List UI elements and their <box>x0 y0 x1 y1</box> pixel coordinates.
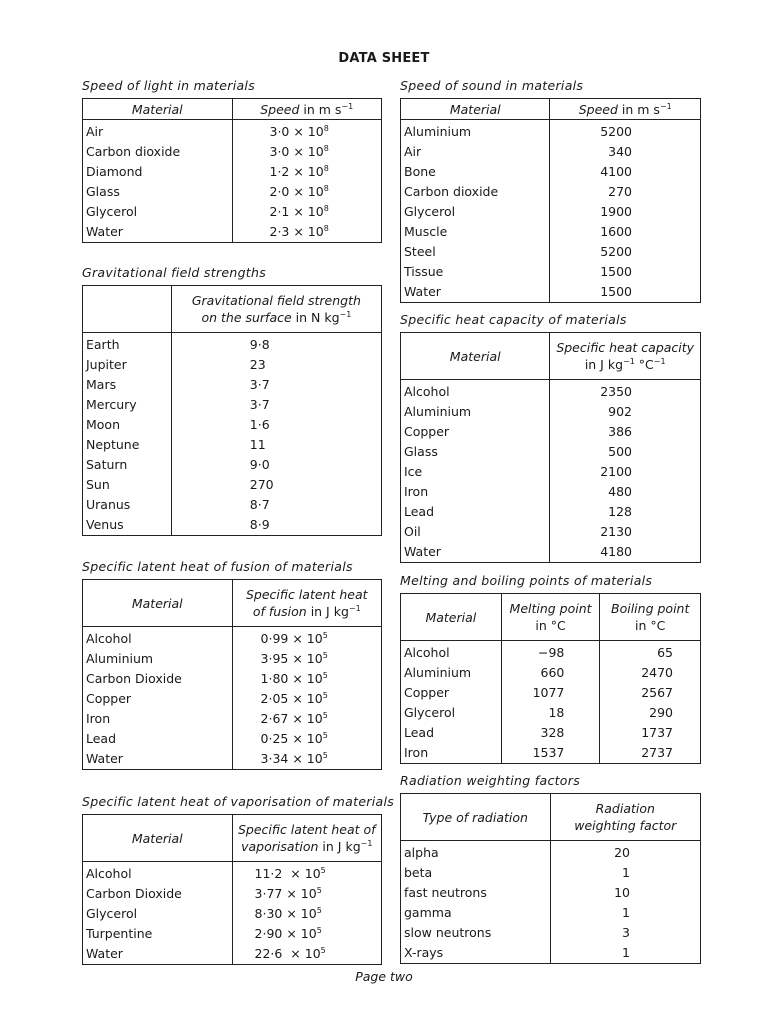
specific-heat-capacity-caption: Specific heat capacity of materials <box>400 312 627 327</box>
latent-heat-vaporisation-rows <box>83 862 382 965</box>
table-row <box>401 863 701 883</box>
latent-heat-cell: $8\cdot 30 \times 10^5$ <box>232 904 381 924</box>
heat-capacity-cell: 480 <box>550 482 701 502</box>
latent-heat-cell: $1\cdot 80 \times 10^5$ <box>232 669 381 689</box>
gravitational-field-caption: Gravitational field strengths <box>82 265 267 280</box>
table-row <box>83 515 382 536</box>
material-cell: Lead <box>404 725 435 740</box>
material-cell: Alcohol <box>86 631 132 646</box>
radiation-type-cell: alpha <box>404 845 439 860</box>
radiation-weighting-table <box>400 793 701 964</box>
speed-cell: 1500 <box>550 262 701 282</box>
melting-point-cell: −98 <box>501 641 600 664</box>
speed-cell: 5200 <box>550 242 701 262</box>
material-cell: Iron <box>404 484 429 499</box>
melting-point-cell: 328 <box>501 723 600 743</box>
table-row <box>401 841 701 864</box>
material-cell: Water <box>404 284 441 299</box>
planet-cell: Mercury <box>86 397 137 412</box>
header-material: Material <box>83 580 233 627</box>
table-row <box>83 455 382 475</box>
header-speed: Speed in m $s^{-1}$ <box>550 99 701 120</box>
planet-cell: Moon <box>86 417 121 432</box>
speed-of-light-caption: Speed of light in materials <box>82 78 256 93</box>
header-boiling-point: Boiling point in °C <box>600 594 701 641</box>
material-cell: Lead <box>404 504 435 519</box>
table-row <box>83 924 382 944</box>
table-row <box>83 709 382 729</box>
planet-cell: Earth <box>86 337 120 352</box>
header-melting-point: Melting point in °C <box>501 594 600 641</box>
header-material: Material <box>83 815 233 862</box>
table-row <box>401 442 701 462</box>
radiation-type-cell: X-rays <box>404 945 444 960</box>
page-number: Page two <box>355 969 413 984</box>
boiling-point-cell: 290 <box>600 703 701 723</box>
material-cell: Glass <box>86 184 120 199</box>
header-weighting-factor: Radiation weighting factor <box>550 794 700 841</box>
planet-cell: Neptune <box>86 437 140 452</box>
material-cell: Alcohol <box>404 645 450 660</box>
material-cell: Turpentine <box>86 926 153 941</box>
radiation-type-cell: gamma <box>404 905 452 920</box>
material-cell: Aluminium <box>86 651 154 666</box>
latent-heat-cell: $0\cdot 25 \times 10^5$ <box>232 729 381 749</box>
table-row <box>83 749 382 770</box>
material-cell: Glycerol <box>86 204 138 219</box>
speed-cell: 5200 <box>550 120 701 143</box>
heat-capacity-cell: 902 <box>550 402 701 422</box>
speed-cell: 1600 <box>550 222 701 242</box>
material-cell: Iron <box>86 711 111 726</box>
table-row <box>401 522 701 542</box>
radiation-type-cell: beta <box>404 865 433 880</box>
table-row <box>83 435 382 455</box>
field-strength-cell: 9·0 <box>171 455 381 475</box>
latent-heat-fusion-table <box>82 579 382 770</box>
field-strength-cell: 8·9 <box>171 515 381 536</box>
material-cell: Tissue <box>404 264 444 279</box>
speed-cell: 4100 <box>550 162 701 182</box>
planet-cell: Saturn <box>86 457 128 472</box>
material-cell: Air <box>404 144 422 159</box>
table-row <box>401 923 701 943</box>
heat-capacity-cell: 2130 <box>550 522 701 542</box>
table-row <box>83 395 382 415</box>
weighting-factor-cell: 3 <box>550 923 700 943</box>
material-cell: Aluminium <box>404 124 472 139</box>
table-row <box>83 202 382 222</box>
planet-cell: Venus <box>86 517 124 532</box>
melting-point-cell: 1537 <box>501 743 600 764</box>
material-cell: Alcohol <box>86 866 132 881</box>
table-row <box>83 182 382 202</box>
table-row <box>401 282 701 303</box>
table-row <box>83 333 382 356</box>
weighting-factor-cell: 1 <box>550 863 700 883</box>
specific-heat-capacity-rows <box>401 380 701 563</box>
table-row <box>83 862 382 885</box>
header-field-strength: Gravitational field strength on the surface in N $kg^{-1}$ <box>171 286 381 333</box>
weighting-factor-cell: 1 <box>550 943 700 964</box>
weighting-factor-cell: 10 <box>550 883 700 903</box>
latent-heat-vaporisation-table <box>82 814 382 965</box>
planet-cell: Sun <box>86 477 110 492</box>
table-row <box>83 627 382 650</box>
header-speed: Speed in m $s^{-1}$ <box>232 99 382 120</box>
header-material: Material <box>401 99 550 120</box>
material-cell: Muscle <box>404 224 448 239</box>
material-cell: Glycerol <box>86 906 138 921</box>
specific-heat-capacity-table <box>400 332 701 563</box>
field-strength-cell: 9·8 <box>171 333 381 356</box>
latent-heat-fusion-section <box>82 559 382 770</box>
table-row <box>401 202 701 222</box>
table-row <box>401 120 701 143</box>
speed-cell: $2\cdot 3 \times 10^8$ <box>232 222 382 243</box>
speed-of-sound-table <box>400 98 701 303</box>
melting-boiling-table <box>400 593 701 764</box>
specific-heat-capacity-section <box>400 312 701 563</box>
table-row <box>401 883 701 903</box>
table-row <box>401 482 701 502</box>
table-row <box>83 944 382 965</box>
latent-heat-cell: $3\cdot 77 \times 10^5$ <box>232 884 381 904</box>
boiling-point-cell: 2737 <box>600 743 701 764</box>
table-row <box>83 904 382 924</box>
melting-boiling-section <box>400 573 701 764</box>
material-cell: Aluminium <box>404 404 472 419</box>
header-latent-heat-fusion: Specific latent heat of fusion in J $kg^{-1}$ <box>232 580 381 627</box>
latent-heat-cell: $0\cdot 99 \times 10^5$ <box>232 627 381 650</box>
table-row <box>401 703 701 723</box>
header-material: Material <box>401 594 502 641</box>
speed-cell: $3\cdot 0 \times 10^8$ <box>232 142 382 162</box>
material-cell: Steel <box>404 244 436 259</box>
latent-heat-vaporisation-section <box>82 794 394 965</box>
table-row <box>401 142 701 162</box>
speed-cell: $2\cdot 0 \times 10^8$ <box>232 182 382 202</box>
table-row <box>401 903 701 923</box>
table-row <box>83 475 382 495</box>
table-row <box>83 689 382 709</box>
latent-heat-cell: $2\cdot 05 \times 10^5$ <box>232 689 381 709</box>
latent-heat-cell: $3\cdot 95 \times 10^5$ <box>232 649 381 669</box>
table-row <box>401 502 701 522</box>
gravitational-field-rows <box>83 333 382 536</box>
material-cell: Lead <box>86 731 117 746</box>
latent-heat-fusion-caption: Specific latent heat of fusion of materials <box>82 559 353 574</box>
speed-of-sound-section <box>400 78 701 303</box>
material-cell: Carbon Dioxide <box>86 886 182 901</box>
material-cell: Glycerol <box>404 705 456 720</box>
material-cell: Carbon dioxide <box>404 184 499 199</box>
planet-cell: Uranus <box>86 497 131 512</box>
material-cell: Oil <box>404 524 421 539</box>
table-row <box>401 723 701 743</box>
header-material: Material <box>83 99 233 120</box>
table-row <box>83 120 382 143</box>
field-strength-cell: 1·6 <box>171 415 381 435</box>
material-cell: Glycerol <box>404 204 456 219</box>
material-cell: Carbon dioxide <box>86 144 181 159</box>
speed-cell: $3\cdot 0 \times 10^8$ <box>232 120 382 143</box>
table-row <box>83 142 382 162</box>
heat-capacity-cell: 500 <box>550 442 701 462</box>
material-cell: Bone <box>404 164 436 179</box>
material-cell: Water <box>86 224 123 239</box>
table-row <box>83 669 382 689</box>
table-row <box>83 884 382 904</box>
material-cell: Iron <box>404 745 429 760</box>
field-strength-cell: 23 <box>171 355 381 375</box>
latent-heat-fusion-rows <box>83 627 382 770</box>
boiling-point-cell: 2567 <box>600 683 701 703</box>
table-row <box>401 162 701 182</box>
header-heat-capacity: Specific heat capacity in J $kg^{-1}$ $^\circ C^{-1}$ <box>550 333 701 380</box>
material-cell: Glass <box>404 444 438 459</box>
radiation-weighting-rows <box>401 841 701 964</box>
speed-cell: $2\cdot 1 \times 10^8$ <box>232 202 382 222</box>
melting-point-cell: 660 <box>501 663 600 683</box>
table-row <box>83 729 382 749</box>
material-cell: Carbon Dioxide <box>86 671 182 686</box>
speed-of-light-table <box>82 98 382 243</box>
header-material: Material <box>401 333 550 380</box>
page-title: DATA SHEET <box>338 51 430 66</box>
table-row <box>83 375 382 395</box>
boiling-point-cell: 2470 <box>600 663 701 683</box>
gravitational-field-section <box>82 265 382 536</box>
table-row <box>401 262 701 282</box>
latent-heat-cell: $3\cdot 34 \times 10^5$ <box>232 749 381 770</box>
material-cell: Water <box>404 544 441 559</box>
latent-heat-cell: $2\cdot 90 \times 10^5$ <box>232 924 381 944</box>
speed-of-sound-caption: Speed of sound in materials <box>400 78 584 93</box>
material-cell: Diamond <box>86 164 143 179</box>
table-row <box>401 422 701 442</box>
material-cell: Aluminium <box>404 665 472 680</box>
table-row <box>401 641 701 664</box>
material-cell: Ice <box>404 464 423 479</box>
speed-of-sound-rows <box>401 120 701 303</box>
table-row <box>401 462 701 482</box>
weighting-factor-cell: 20 <box>550 841 700 864</box>
table-row <box>401 743 701 764</box>
table-row <box>83 162 382 182</box>
planet-cell: Mars <box>86 377 117 392</box>
weighting-factor-cell: 1 <box>550 903 700 923</box>
radiation-type-cell: slow neutrons <box>404 925 492 940</box>
table-row <box>83 649 382 669</box>
heat-capacity-cell: 2100 <box>550 462 701 482</box>
header-radiation-type: Type of radiation <box>401 794 551 841</box>
material-cell: Copper <box>404 685 450 700</box>
table-row <box>83 355 382 375</box>
boiling-point-cell: 1737 <box>600 723 701 743</box>
table-row <box>401 542 701 563</box>
material-cell: Alcohol <box>404 384 450 399</box>
speed-cell: 270 <box>550 182 701 202</box>
melting-boiling-caption: Melting and boiling points of materials <box>400 573 653 588</box>
latent-heat-vaporisation-caption: Specific latent heat of vaporisation of materials <box>82 794 395 809</box>
table-row <box>83 222 382 243</box>
speed-cell: 340 <box>550 142 701 162</box>
latent-heat-cell: $11\cdot 2 \times 10^5$ <box>232 862 381 885</box>
radiation-weighting-caption: Radiation weighting factors <box>400 773 581 788</box>
material-cell: Water <box>86 946 123 961</box>
speed-of-light-section <box>82 78 382 243</box>
field-strength-cell: 3·7 <box>171 395 381 415</box>
material-cell: Water <box>86 751 123 766</box>
header-blank <box>83 286 172 333</box>
radiation-type-cell: fast neutrons <box>404 885 487 900</box>
table-row <box>401 182 701 202</box>
table-row <box>83 415 382 435</box>
material-cell: Air <box>86 124 104 139</box>
table-row <box>401 402 701 422</box>
table-row <box>83 495 382 515</box>
field-strength-cell: 11 <box>171 435 381 455</box>
field-strength-cell: 8·7 <box>171 495 381 515</box>
field-strength-cell: 270 <box>171 475 381 495</box>
melting-point-cell: 1077 <box>501 683 600 703</box>
boiling-point-cell: 65 <box>600 641 701 664</box>
heat-capacity-cell: 386 <box>550 422 701 442</box>
table-row <box>401 222 701 242</box>
header-latent-heat-vaporisation: Specific latent heat of vaporisation in J $kg^{-1}$ <box>232 815 381 862</box>
melting-boiling-rows <box>401 641 701 764</box>
latent-heat-cell: $22\cdot 6 \times 10^5$ <box>232 944 381 965</box>
field-strength-cell: 3·7 <box>171 375 381 395</box>
table-row <box>401 242 701 262</box>
gravitational-field-table <box>82 285 382 536</box>
radiation-weighting-section <box>400 773 701 964</box>
table-row <box>401 943 701 964</box>
speed-cell: 1500 <box>550 282 701 303</box>
latent-heat-cell: $2\cdot 67 \times 10^5$ <box>232 709 381 729</box>
table-row <box>401 663 701 683</box>
speed-cell: 1900 <box>550 202 701 222</box>
material-cell: Copper <box>86 691 132 706</box>
heat-capacity-cell: 4180 <box>550 542 701 563</box>
table-row <box>401 683 701 703</box>
melting-point-cell: 18 <box>501 703 600 723</box>
speed-of-light-rows <box>83 120 382 243</box>
planet-cell: Jupiter <box>86 357 127 372</box>
speed-cell: $1\cdot 2 \times 10^8$ <box>232 162 382 182</box>
material-cell: Copper <box>404 424 450 439</box>
table-row <box>401 380 701 403</box>
heat-capacity-cell: 128 <box>550 502 701 522</box>
heat-capacity-cell: 2350 <box>550 380 701 403</box>
